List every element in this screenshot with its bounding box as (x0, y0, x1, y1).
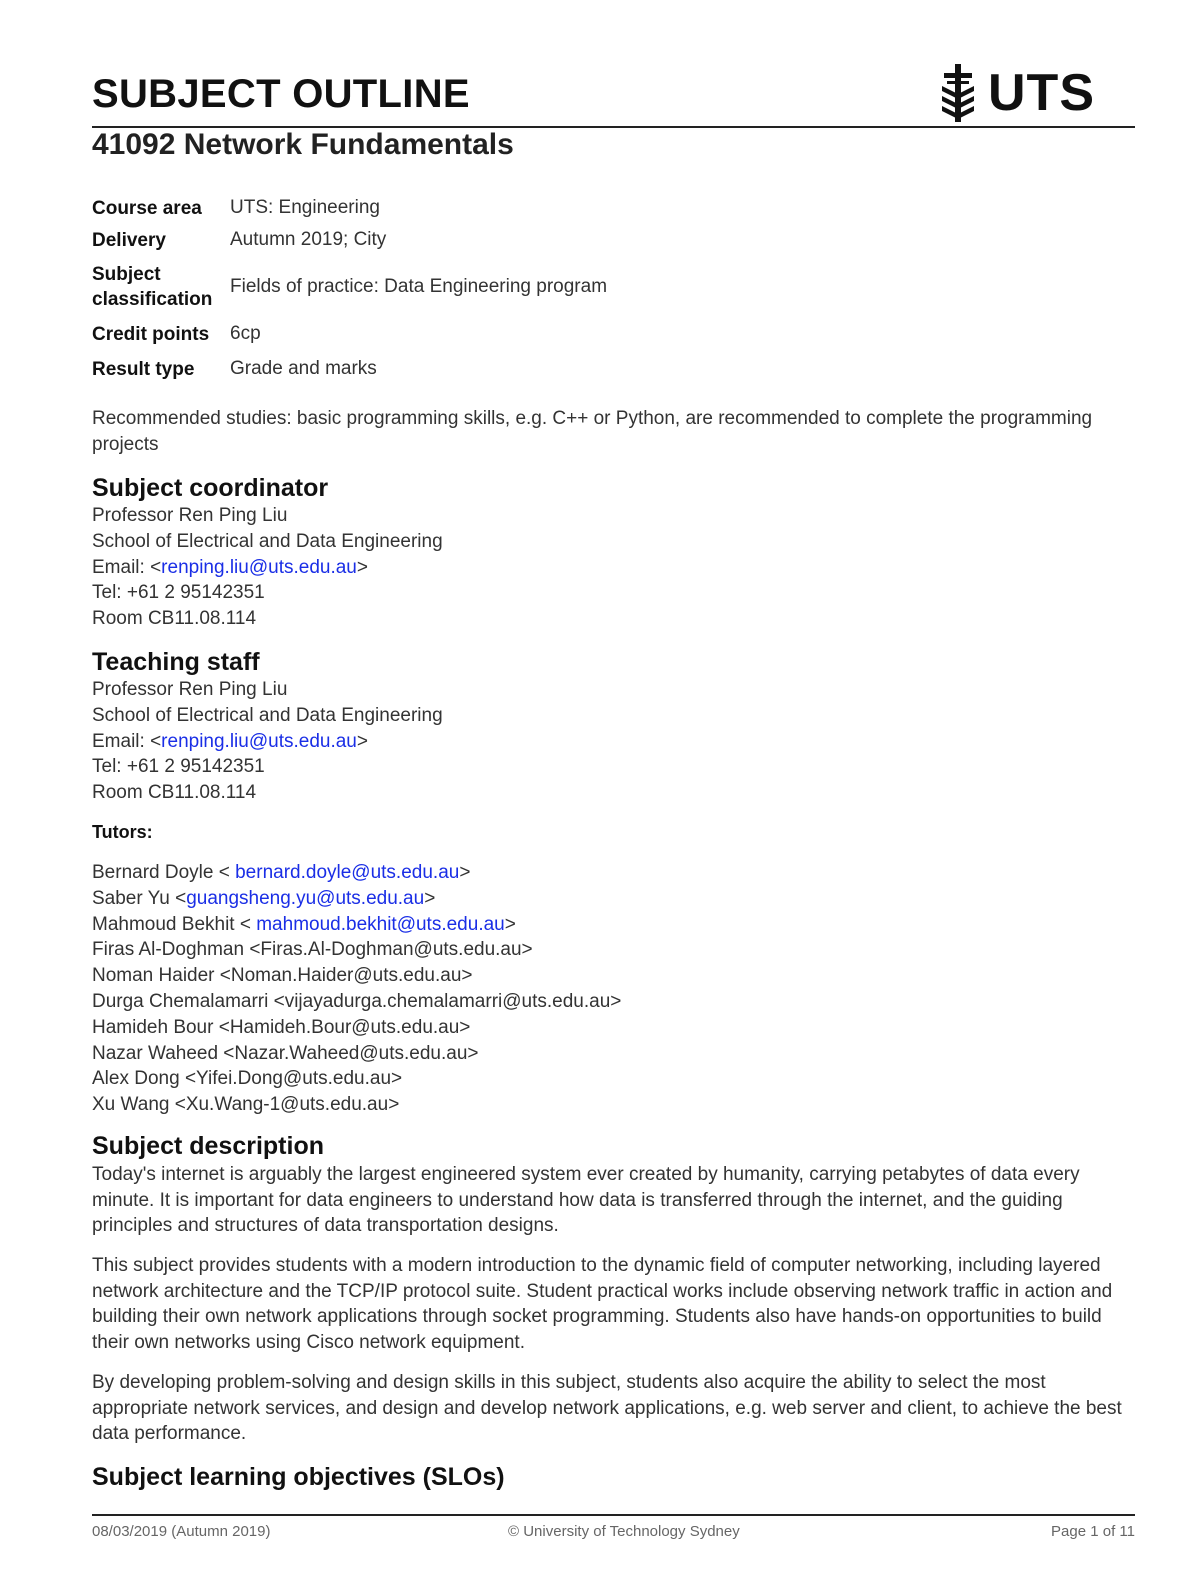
uts-logo (938, 64, 1095, 122)
info-label: Delivery (92, 229, 166, 251)
info-row (92, 192, 607, 224)
info-value: 6cp (230, 323, 261, 344)
tutor-item: Bernard Doyle < bernard.doyle@uts.edu.au> (92, 862, 471, 883)
slo-heading: Subject learning objectives (SLOs) (92, 1463, 505, 1491)
teaching-tel: Tel: +61 2 95142351 (92, 756, 265, 778)
coordinator-room: Room CB11.08.114 (92, 608, 257, 630)
coordinator-school: School of Electrical and Data Engineering (92, 530, 443, 552)
info-value: Fields of practice: Data Engineering program (230, 276, 608, 297)
coordinator-email-line: Email: <renping.liu@uts.edu.au> (92, 556, 368, 578)
coordinator-details (92, 503, 443, 632)
info-value: UTS: Engineering (230, 197, 380, 218)
info-label: Credit points (92, 323, 210, 345)
tutor-item: Hamideh Bour <Hamideh.Bour@uts.edu.au> (92, 1016, 471, 1038)
coordinator-tel: Tel: +61 2 95142351 (92, 582, 265, 604)
tutor-item: Saber Yu <guangsheng.yu@uts.edu.au> (92, 887, 436, 909)
teaching-room: Room CB11.08.114 (92, 782, 257, 804)
tutor-item: Xu Wang <Xu.Wang-1@uts.edu.au> (92, 1094, 400, 1116)
info-label: Course area (92, 197, 202, 219)
tutor-item: Mahmoud Bekhit < mahmoud.bekhit@uts.edu.au> (92, 913, 516, 935)
info-row (92, 256, 607, 318)
teaching-name: Professor Ren Ping Liu (92, 679, 288, 700)
teaching-email-link[interactable]: renping.liu@uts.edu.au (161, 730, 357, 752)
info-label: Result type (92, 358, 195, 380)
tutor-email-link[interactable]: guangsheng.yu@uts.edu.au (186, 887, 425, 909)
teaching-staff-heading: Teaching staff (92, 648, 260, 676)
description-heading: Subject description (92, 1132, 324, 1160)
tutor-email-link[interactable]: bernard.doyle@uts.edu.au (235, 862, 460, 883)
coordinator-heading: Subject coordinator (92, 474, 329, 502)
subject-info-table (92, 192, 607, 388)
logo-wordmark: UTS (988, 64, 1095, 122)
teaching-staff-details (92, 677, 443, 806)
teaching-email-line: Email: <renping.liu@uts.edu.au> (92, 730, 368, 752)
info-row (92, 224, 607, 256)
info-row (92, 350, 607, 388)
document-title: SUBJECT OUTLINE (92, 72, 470, 116)
tutors-label: Tutors: (92, 822, 153, 842)
footer-copyright: © University of Technology Sydney (508, 1523, 740, 1540)
tutor-item: Firas Al-Doghman <Firas.Al-Doghman@uts.edu.au> (92, 939, 533, 961)
uts-crest-icon (938, 64, 978, 122)
description-paragraph-3: By developing problem-solving and design skills in this subject, students also acquire the ability to select the most appropriate network services, and design and develop network applications, e.g. web server and client, to achieve the best data performance. (92, 1372, 1122, 1444)
tutor-item: Noman Haider <Noman.Haider@uts.edu.au> (92, 965, 473, 987)
info-label: Subject classification (92, 264, 213, 310)
footer-date: 08/03/2019 (Autumn 2019) (92, 1523, 271, 1540)
description-paragraph-2: This subject provides students with a modern introduction to the dynamic field of computer networking, including layered network architecture and the TCP/IP protocol suite. Student practical works include observing network traffic in action and building their own network applications through socket programming. Students also have hands-on opportunities to build their own networks using Cisco network equipment. (92, 1255, 1113, 1353)
subject-title: 41092 Network Fundamentals (92, 128, 514, 161)
recommended-studies: Recommended studies: basic programming skills, e.g. C++ or Python, are recommended to complete the programming projects (92, 408, 1093, 455)
footer-page-number: Page 1 of 11 (1051, 1523, 1135, 1540)
tutor-list (92, 860, 621, 1118)
info-value: Grade and marks (230, 358, 377, 379)
coordinator-email-link[interactable]: renping.liu@uts.edu.au (161, 556, 357, 578)
coordinator-name: Professor Ren Ping Liu (92, 505, 288, 526)
tutor-email-link[interactable]: mahmoud.bekhit@uts.edu.au (256, 913, 505, 935)
description-paragraph-1: Today's internet is arguably the largest engineered system ever created by humanity, carrying petabytes of data every minute. It is important for data engineers to understand how data is transferred through the internet, and the guiding principles and structures of data transportation designs. (92, 1164, 1080, 1236)
page-footer (92, 1514, 1135, 1556)
info-row (92, 318, 607, 350)
teaching-school: School of Electrical and Data Engineering (92, 704, 443, 726)
page-header (92, 64, 1135, 128)
tutor-item: Nazar Waheed <Nazar.Waheed@uts.edu.au> (92, 1042, 479, 1064)
tutor-item: Alex Dong <Yifei.Dong@uts.edu.au> (92, 1068, 403, 1090)
tutor-item: Durga Chemalamarri <vijayadurga.chemalamarri@uts.edu.au> (92, 990, 622, 1012)
info-value: Autumn 2019; City (230, 229, 387, 250)
